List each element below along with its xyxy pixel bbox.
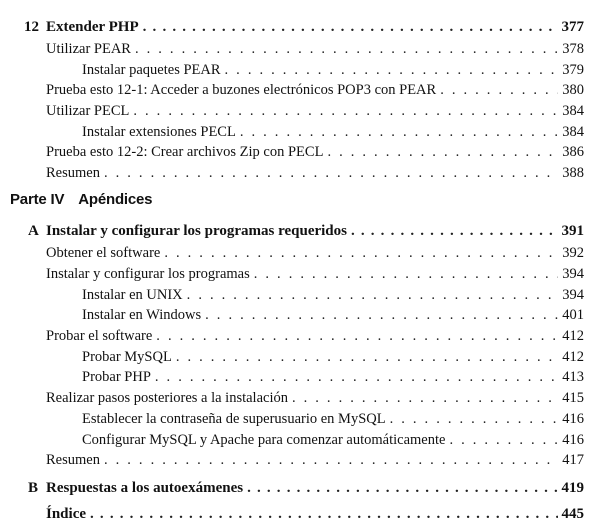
leader-dots [164, 244, 558, 262]
leader-dots [292, 389, 558, 407]
entry-title: Utilizar PECL [46, 103, 130, 119]
toc-entry-instalar-extensiones-pecl[interactable] [82, 123, 584, 141]
toc-entry-utilizar-pear[interactable] [46, 40, 584, 58]
entry-title: Instalar extensiones PECL [82, 124, 236, 140]
leader-dots [176, 348, 558, 366]
leader-dots [327, 143, 558, 161]
leader-dots [247, 479, 557, 497]
entry-title: Configurar MySQL y Apache para comenzar automáticamente [82, 432, 446, 448]
entry-title: Prueba esto 12-1: Acceder a buzones electrónicos POP3 con PEAR [46, 82, 437, 98]
entry-title: Probar PHP [82, 369, 151, 385]
page-number: 419 [561, 480, 584, 496]
toc-entry-obtener-software[interactable] [46, 244, 584, 262]
page-number: 384 [562, 124, 584, 140]
appendix-b-heading[interactable] [28, 479, 584, 497]
toc-entry-probar-php[interactable] [82, 368, 584, 386]
page-number: 379 [562, 62, 584, 78]
page-number: 388 [562, 165, 584, 181]
entry-title: Prueba esto 12-2: Crear archivos Zip con PECL [46, 144, 324, 160]
entry-title: Instalar en Windows [82, 307, 202, 323]
leader-dots [390, 410, 559, 428]
appendix-title: Instalar y configurar los programas requeridos [46, 223, 347, 239]
page-number: 394 [562, 266, 584, 282]
entry-title: Obtener el software [46, 245, 161, 261]
leader-dots [90, 505, 557, 523]
toc-entry-instalar-paquetes-pear[interactable] [82, 61, 584, 79]
leader-dots [240, 123, 558, 141]
entry-title: Instalar paquetes PEAR [82, 62, 221, 78]
entry-title: Instalar en UNIX [82, 287, 183, 303]
leader-dots [205, 306, 558, 324]
part-iv-heading [10, 191, 152, 208]
chapter-number: 12 [24, 19, 39, 35]
toc-entry-contrasena-superusuario[interactable] [82, 410, 584, 428]
entry-title: Realizar pasos posteriores a la instalación [46, 390, 288, 406]
toc-entry-configurar-mysql-apache[interactable] [82, 431, 584, 449]
page-number: 417 [562, 452, 584, 468]
appendix-letter: A [28, 223, 39, 239]
page-number: 392 [562, 245, 584, 261]
entry-title: Resumen [46, 452, 100, 468]
leader-dots [104, 164, 558, 182]
appendix-a-heading[interactable] [28, 222, 584, 240]
page-number: 384 [562, 103, 584, 119]
index-heading[interactable] [46, 505, 584, 523]
toc-entry-probar-mysql[interactable] [82, 348, 584, 366]
page-number: 416 [562, 411, 584, 427]
entry-title: Establecer la contraseña de superusuario en MySQL [82, 411, 386, 427]
chapter-12-heading[interactable] [24, 18, 584, 36]
page-number: 416 [562, 432, 584, 448]
page-number: 391 [561, 223, 584, 239]
leader-dots [225, 61, 559, 79]
part-label: Parte IV [10, 191, 65, 208]
leader-dots [155, 368, 558, 386]
entry-title: Probar MySQL [82, 349, 172, 365]
leader-dots [104, 451, 558, 469]
toc-entry-utilizar-pecl[interactable] [46, 102, 584, 120]
toc-entry-pasos-posteriores[interactable] [46, 389, 584, 407]
entry-title: Utilizar PEAR [46, 41, 131, 57]
toc-entry-prueba-12-1[interactable] [46, 81, 584, 99]
page-number: 380 [562, 82, 584, 98]
leader-dots [187, 286, 559, 304]
toc-entry-instalar-unix[interactable] [82, 286, 584, 304]
toc-entry-resumen-12[interactable] [46, 164, 584, 182]
toc-entry-prueba-12-2[interactable] [46, 143, 584, 161]
chapter-title: Extender PHP [46, 19, 139, 35]
page-number: 415 [562, 390, 584, 406]
page-number: 377 [561, 19, 584, 35]
toc-entry-probar-software[interactable] [46, 327, 584, 345]
appendix-title: Respuestas a los autoexámenes [46, 480, 244, 496]
entry-title: Resumen [46, 165, 100, 181]
leader-dots [133, 102, 558, 120]
page-number: 412 [562, 349, 584, 365]
page-number: 394 [562, 287, 584, 303]
toc-entry-instalar-windows[interactable] [82, 306, 584, 324]
leader-dots [143, 18, 558, 36]
entry-title: Probar el software [46, 328, 153, 344]
toc-entry-resumen-a[interactable] [46, 451, 584, 469]
page-number: 412 [562, 328, 584, 344]
toc-entry-instalar-configurar[interactable] [46, 265, 584, 283]
page-number: 378 [562, 41, 584, 57]
page-number: 401 [562, 307, 584, 323]
leader-dots [440, 81, 558, 99]
leader-dots [254, 265, 559, 283]
leader-dots [156, 327, 558, 345]
page-number: 445 [561, 506, 584, 522]
entry-title: Instalar y configurar los programas [46, 266, 250, 282]
part-title: Apéndices [78, 191, 153, 208]
index-title: Índice [46, 506, 87, 522]
leader-dots [351, 222, 558, 240]
page-number: 413 [562, 369, 584, 385]
appendix-letter: B [28, 480, 39, 496]
leader-dots [135, 40, 558, 58]
leader-dots [449, 431, 558, 449]
page-number: 386 [562, 144, 584, 160]
